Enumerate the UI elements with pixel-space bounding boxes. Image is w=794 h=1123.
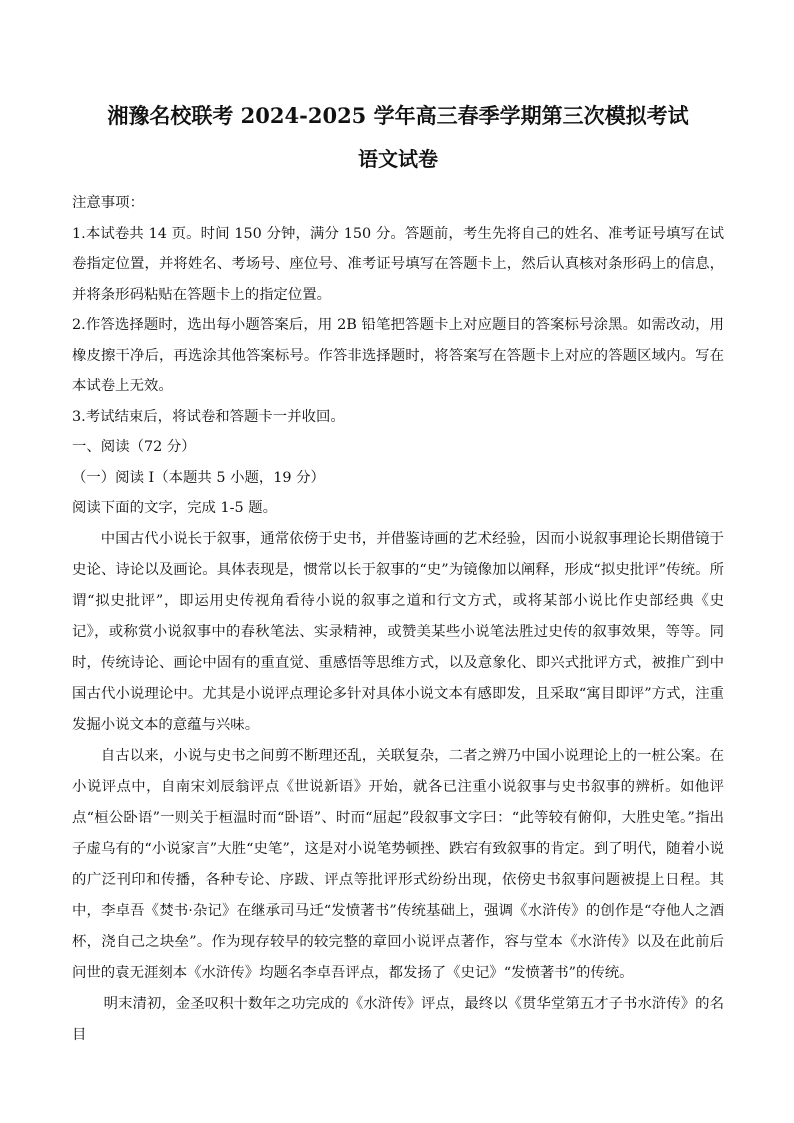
passage-paragraph-1: 中国古代小说长于叙事，通常依傍于史书，并借鉴诗画的艺术经验，因而小说叙事理论长期借镜于史论、诗论以及画论。具体表现是，惯常以长于叙事的“史”为镜像加以阐释，形成“拟史批评”传统。所谓“拟史批评”，即运用史传视角看待小说的叙事之道和行文方式，或将某部小说比作史部经典《史记》，或称赏小说叙事中的春秋笔法、实录精神，或赞美某些小说笔法胜过史传的叙事效果，等等。同时，传统诗论、画论中固有的重直觉、重感悟等思维方式，以及意象化、即兴式批评方式，被推广到中国古代小说理论中。尤其是小说评点理论多针对具体小说文本有感即发，且采取“寓目即评”方式，注重发掘小说文本的意蕴与兴味。 xyxy=(72,530,724,733)
passage-paragraph-3: 明末清初，金圣叹积十数年之功完成的《水浒传》评点，最终以《贯华堂第五才子书水浒传》的名目 xyxy=(72,995,724,1043)
section-header xyxy=(72,432,724,524)
reading-passage xyxy=(72,524,724,1051)
notice-item-2: 2.作答选择题时，选出每小题答案后，用 2B 铅笔把答题卡上对应题目的答案标号涂黑。如需改动，用橡皮擦干净后，再选涂其他答案标号。作答非选择题时，将答案写在答题卡上对应的答题区域内。写在本试卷上无效。 xyxy=(72,317,724,394)
notice-item-1: 1.本试卷共 14 页。时间 150 分钟，满分 150 分。答题前，考生先将自己的姓名、准考证号填写在试卷指定位置，并将姓名、考场号、座位号、准考证号填写在答题卡上，然后认真核对条形码上的信息，并将条形码粘贴在答题卡上的指定位置。 xyxy=(72,225,724,303)
subsection-title: （一）阅读 I（本题共 5 小题，19 分） xyxy=(72,469,325,486)
passage-paragraph-2: 自古以来，小说与史书之间剪不断理还乱，关联复杂，二者之辨乃中国小说理论上的一桩公案。在小说评点中，自南宋刘辰翁评点《世说新语》开始，就各已注重小说叙事与史书叙事的辨析。如他评点“桓公卧语”一则关于桓温时而“卧语”、时而“屈起”段叙事文字曰：“此等较有俯仰，大胜史笔。”指出子虚乌有的“小说家言”大胜“史笔”，这是对小说笔势顿挫、跌宕有致叙事的肯定。到了明代，随着小说的广泛刊印和传播，各种专论、序跋、评点等批评形式纷纷出现，依傍史书叙事问题被提上日程。其中，李卓吾《焚书·杂记》在继承司马迁“发愤著书”传统基础上，强调《水浒传》的创作是“夺他人之酒杯，浇自己之块垒”。作为现存较早的较完整的章回小说评点著作，容与堂本《水浒传》以及在此前后问世的袁无涯刻本《水浒传》均题名李卓吾评点，都发扬了《史记》“发愤著书”的传统。 xyxy=(72,747,724,981)
exam-title: 湘豫名校联考 2024-2025 学年高三春季学期第三次模拟考试 xyxy=(107,103,689,128)
notice-item-3: 3.考试结束后，将试卷和答题卡一并收回。 xyxy=(72,408,345,425)
exam-subtitle: 语文试卷 xyxy=(358,147,438,171)
part-title: 一、阅读（72 分） xyxy=(72,439,196,455)
notice-block xyxy=(72,188,724,432)
notice-heading: 注意事项： xyxy=(72,195,144,211)
reading-instruction: 阅读下面的文字，完成 1-5 题。 xyxy=(72,500,278,516)
